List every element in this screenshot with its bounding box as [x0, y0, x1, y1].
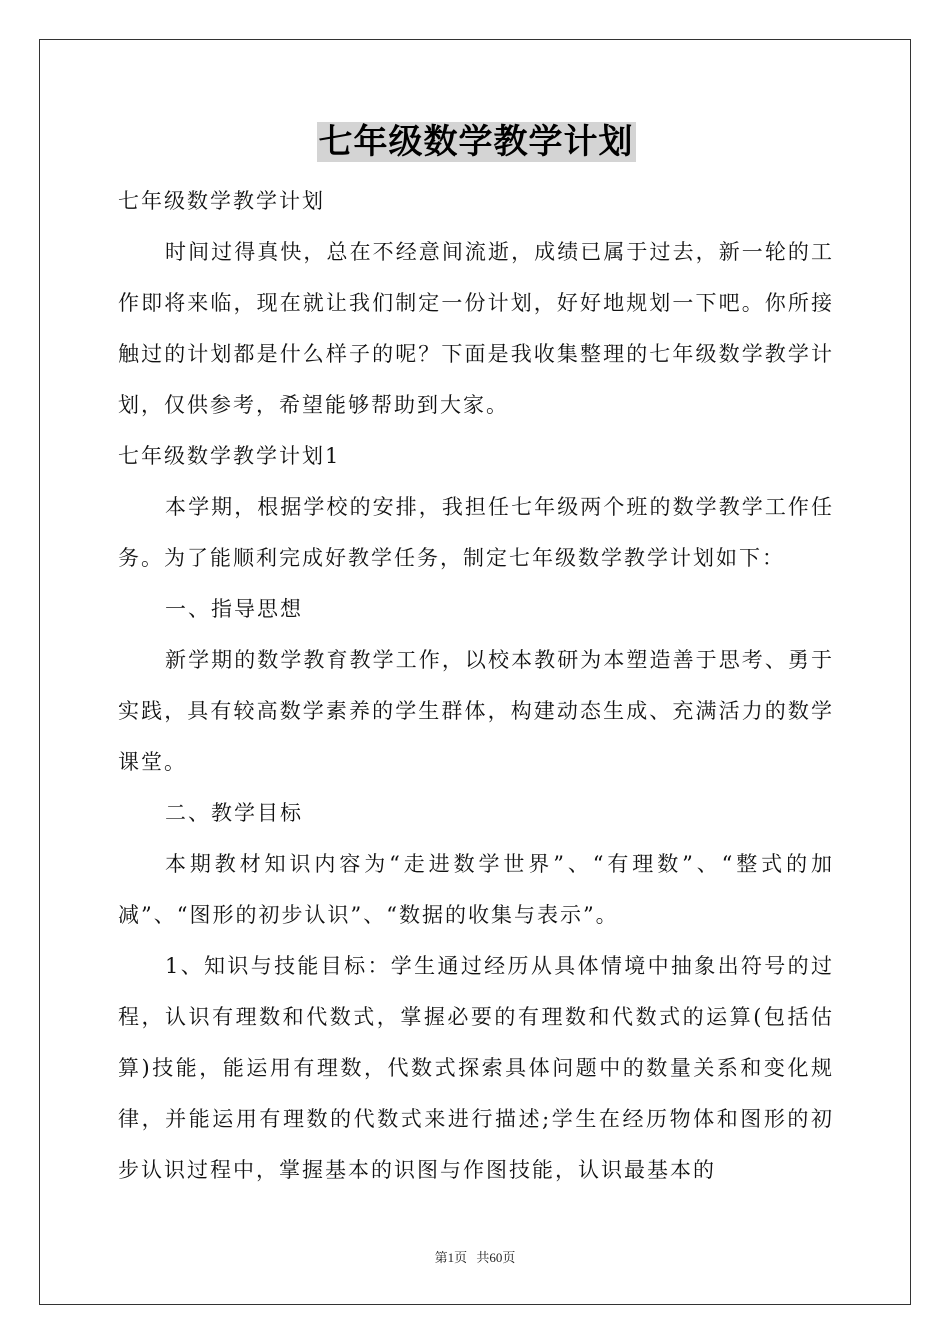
part2-paragraph: 本期教材知识内容为“走进数学世界”、“有理数”、“整式的加减”、“图形的初步认识”、“数据的收集与表示”。	[118, 852, 834, 927]
section-heading: 七年级数学教学计划1	[118, 444, 341, 468]
intro-paragraph: 时间过得真快，总在不经意间流逝，成绩已属于过去，新一轮的工作即将来临，现在就让我们制定一份计划，好好地规划一下吧。你所接触过的计划都是什么样子的呢？下面是我收集整理的七年级数学教学计划，仅供参考，希望能够帮助到大家。	[118, 240, 834, 417]
page-total: 共60页	[476, 1250, 516, 1265]
document-title: 七年级数学教学计划	[318, 122, 634, 162]
goal1-paragraph: 1、知识与技能目标：学生通过经历从具体情境中抽象出符号的过程，认识有理数和代数式，掌握必要的有理数和代数式的运算(包括估算)技能，能运用有理数，代数式探索具体问题中的数量关系和变化规律，并能运用有理数的代数式来进行描述;学生在经历物体和图形的初步认识过程中，掌握基本的识图与作图技能，认识最基本的	[118, 954, 834, 1182]
page-footer	[0, 1247, 950, 1266]
document-subtitle: 七年级数学教学计划	[118, 189, 325, 213]
part1-heading: 一、指导思想	[165, 597, 303, 621]
title-container	[118, 120, 834, 176]
section-intro-paragraph: 本学期，根据学校的安排，我担任七年级两个班的数学教学工作任务。为了能顺利完成好教学任务，制定七年级数学教学计划如下：	[118, 495, 834, 570]
document-body	[118, 120, 834, 1196]
part1-paragraph: 新学期的数学教育教学工作，以校本教研为本塑造善于思考、勇于实践，具有较高数学素养的学生群体，构建动态生成、充满活力的数学课堂。	[118, 648, 834, 774]
part2-heading: 二、教学目标	[165, 801, 303, 825]
page-number: 第1页	[434, 1250, 468, 1265]
